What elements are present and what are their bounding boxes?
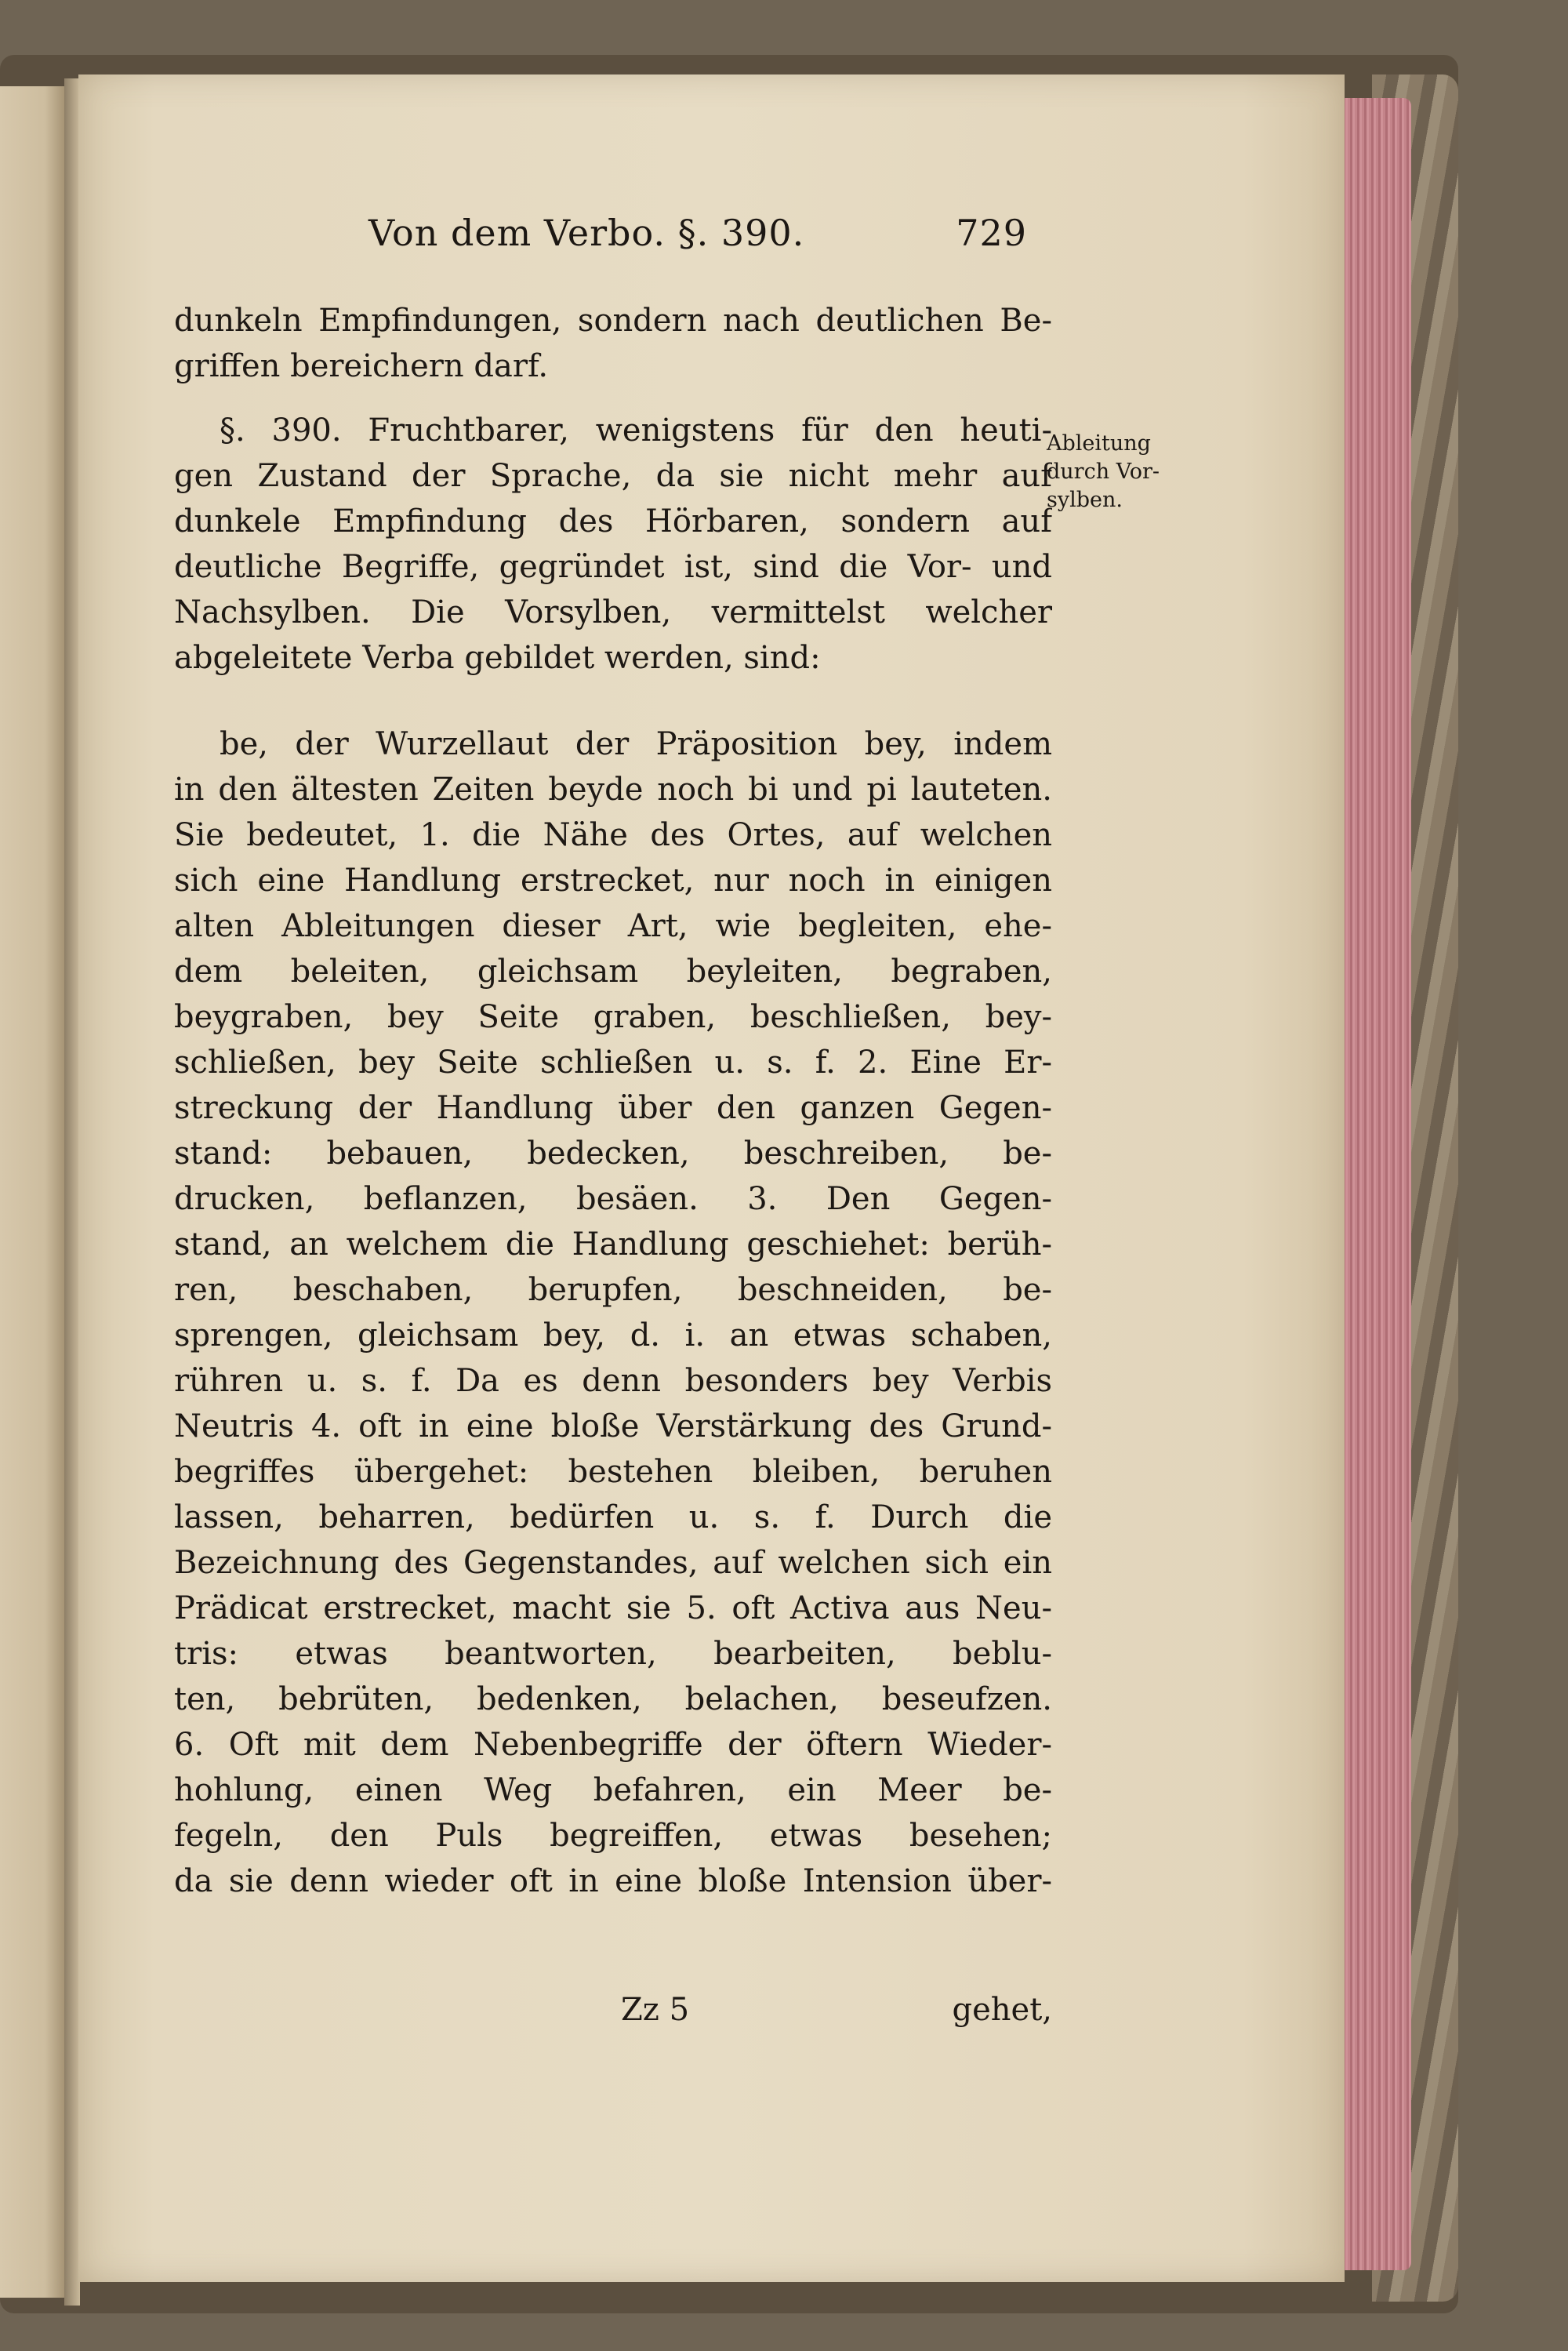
marginal-note (1047, 430, 1235, 514)
text-line: rühren u. s. f. Da es denn besonders bey Verbis (174, 1363, 1052, 1399)
text-line: da sie denn wieder oft in eine bloße Intension über- (174, 1863, 1052, 1899)
text-line: ten, bebrüten, bedenken, belachen, beseufzen. (174, 1681, 1052, 1717)
page-footer (174, 1992, 1052, 2039)
body-text (174, 298, 1052, 1904)
text-line: streckung der Handlung über den ganzen Gegen- (174, 1090, 1052, 1126)
text-line: deutliche Begriffe, gegründet ist, sind die Vor- und (174, 549, 1052, 585)
text-line: begriffes übergehet: bestehen bleiben, beruhen (174, 1454, 1052, 1490)
text-line: gen Zustand der Sprache, da sie nicht mehr auf (174, 458, 1052, 494)
signature-mark: Zz 5 (621, 1992, 690, 2028)
marginal-note-line: Ableitung (1047, 431, 1151, 456)
catchword: gehet, (952, 1992, 1052, 2028)
text-line: tris: etwas beantworten, bearbeiten, beblu- (174, 1636, 1052, 1672)
text-line: Prädicat erstrecket, macht sie 5. oft Activa aus Neu- (174, 1590, 1052, 1626)
text-line: ren, beschaben, berupfen, beschneiden, be- (174, 1272, 1052, 1308)
marginal-note-line: sylben. (1047, 488, 1123, 512)
text-line: dem beleiten, gleichsam beyleiten, begraben, (174, 954, 1052, 990)
text-line: Bezeichnung des Gegenstandes, auf welchen sich ein (174, 1545, 1052, 1581)
text-line: Sie bedeutet, 1. die Nähe des Ortes, auf welchen (174, 817, 1052, 853)
red-page-edges (1341, 98, 1411, 2270)
text-line: stand, an welchem die Handlung geschiehet: berüh- (174, 1226, 1052, 1263)
text-line: beygraben, bey Seite graben, beschließen, bey- (174, 999, 1052, 1035)
text-line: dunkele Empfindung des Hörbaren, sondern auf (174, 503, 1052, 540)
text-line: sprengen, gleichsam bey, d. i. an etwas schaben, (174, 1317, 1052, 1354)
text-line: drucken, beflanzen, besäen. 3. Den Gegen- (174, 1181, 1052, 1217)
text-line: dunkeln Empfindungen, sondern nach deutlichen Be- (174, 303, 1052, 339)
section-heading-line: §. 390. Fruchtbarer, wenigstens für den heuti- (220, 412, 1052, 449)
text-line: stand: bebauen, bedecken, beschreiben, be- (174, 1136, 1052, 1172)
marginal-note-line: durch Vor- (1047, 460, 1160, 484)
text-line: Nachsylben. Die Vorsylben, vermittelst welcher (174, 594, 1052, 630)
text-line: abgeleitete Verba gebildet werden, sind: (174, 640, 821, 676)
text-line: lassen, beharren, bedürfen u. s. f. Durch die (174, 1499, 1052, 1535)
text-line: sich eine Handlung erstrecket, nur noch in einigen (174, 863, 1052, 899)
text-line: schließen, bey Seite schließen u. s. f. 2. Eine Er- (174, 1045, 1052, 1081)
text-line: in den ältesten Zeiten beyde noch bi und pi lauteten. (174, 772, 1052, 808)
text-line: Neutris 4. oft in eine bloße Verstärkung des Grund- (174, 1408, 1052, 1444)
book-gutter (64, 78, 80, 2306)
text-line: alten Ableitungen dieser Art, wie begleiten, ehe- (174, 908, 1052, 944)
text-line: griffen bereichern darf. (174, 348, 549, 384)
running-header (368, 212, 1027, 267)
paragraph-start-line: be, der Wurzellaut der Präposition bey, indem (220, 726, 1052, 762)
page-number: 729 (956, 212, 1027, 254)
text-line: hohlung, einen Weg befahren, ein Meer be- (174, 1772, 1052, 1808)
left-page-sliver (0, 86, 64, 2298)
text-line: 6. Oft mit dem Nebenbegriffe der öftern Wieder- (174, 1727, 1052, 1763)
text-line: fegeln, den Puls begreiffen, etwas besehen; (174, 1818, 1052, 1854)
running-title: Von dem Verbo. §. 390. (368, 212, 805, 254)
